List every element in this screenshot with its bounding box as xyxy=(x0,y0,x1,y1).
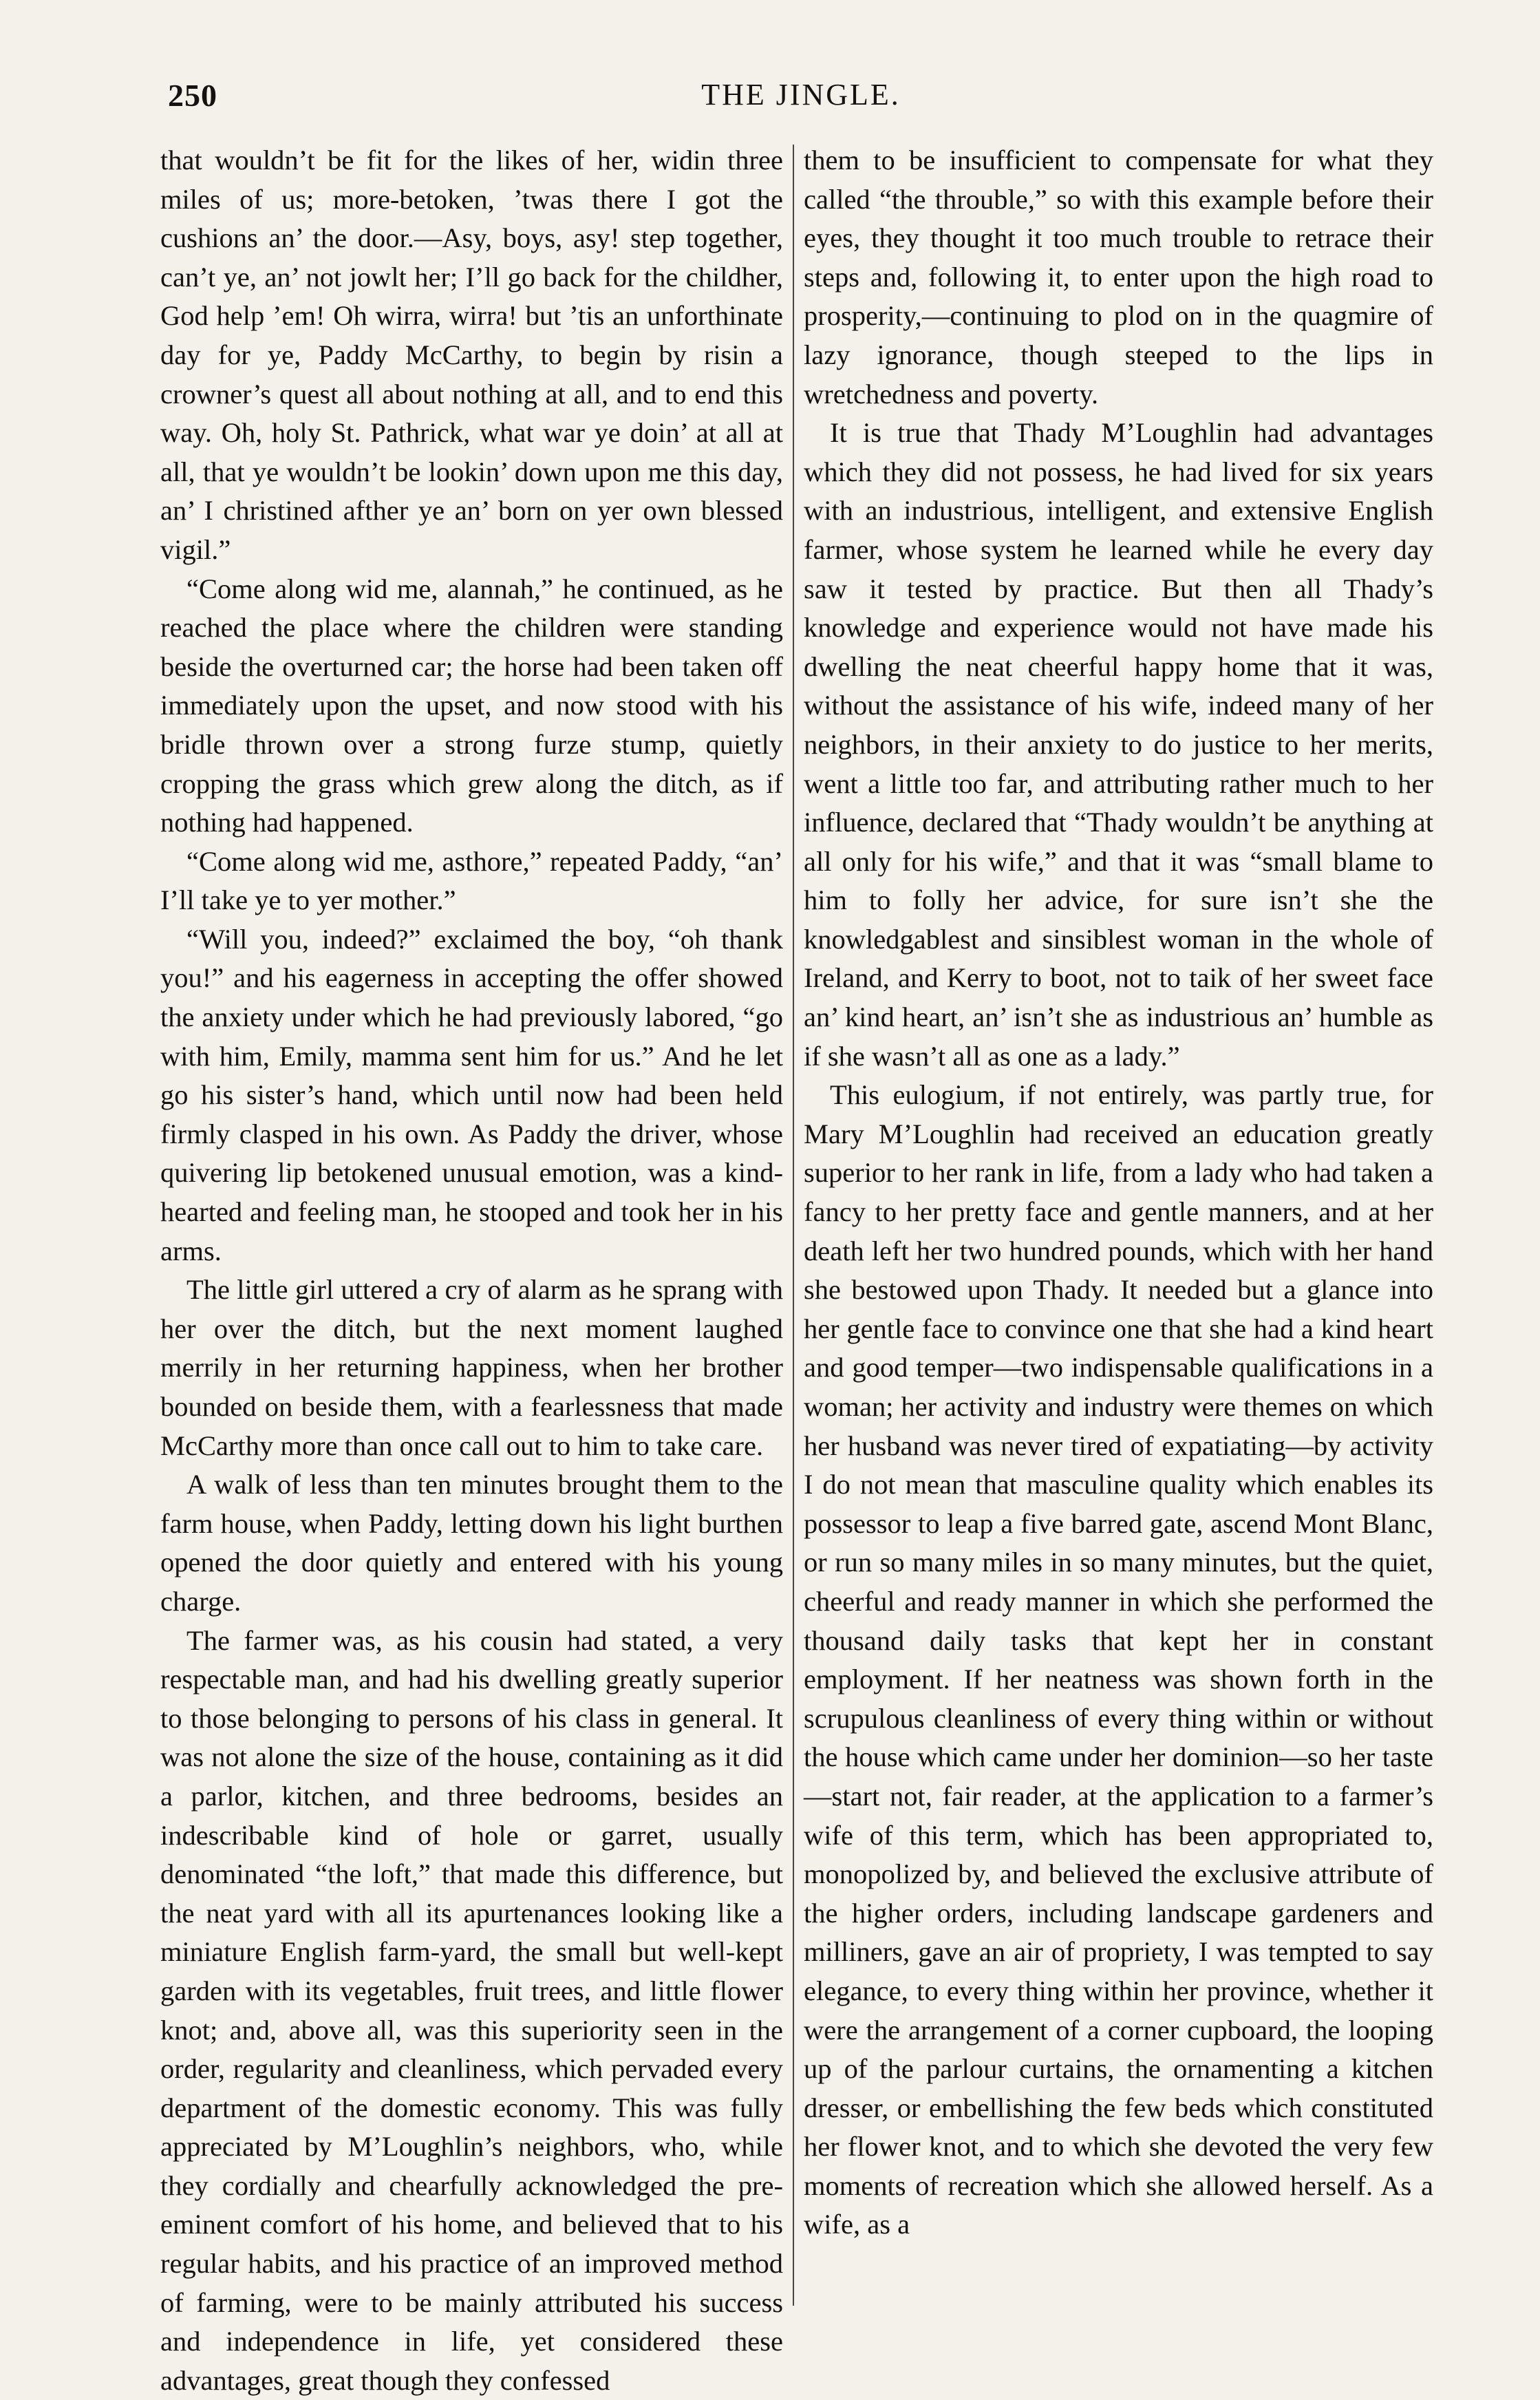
paragraph: The farmer was, as his cousin had stated, a very respectable man, and had his dwelling greatly superior to those belonging to persons of his class in general. It was not alone the size of the house, containing as it did a parlor, kitchen, and three bedrooms, besides an indescribable kind of hole or garret, usually denominated “the loft,” that made this difference, but the neat yard with all its apurtenances looking like a miniature English farm-yard, the small but well-kept garden with its vegetables, fruit trees, and little flower knot; and, above all, was this superiority seen in the order, regularity and cleanliness, which pervaded every department of the domestic economy. This was fully appreciated by M’Loughlin’s neighbors, who, while they cordially and chearfully acknowledged the pre-eminent comfort of his home, and believed that to his regular habits, and his practice of an improved method of farming, were to be mainly attributed his success and independence in life, yet considered these advantages, great though they confessed xyxy=(160,1624,783,2396)
right-column xyxy=(804,141,1433,2244)
paragraph: them to be insufficient to compensate for what they called “the throuble,” so with this example before their eyes, they thought it too much trouble to retrace their steps and, following it, to enter upon the high road to prosperity,—continuing to plod on in the quagmire of lazy ignorance, though steeped to the lips in wretchedness and poverty. xyxy=(804,145,1433,410)
paragraph: The little girl uttered a cry of alarm as he sprang with her over the ditch, but the next moment laughed merrily in her returning happiness, when her brother bounded on beside them, with a fearlessness that made McCarthy more than once call out to him to take care. xyxy=(160,1274,783,1461)
running-head xyxy=(168,77,1434,125)
left-column xyxy=(160,141,783,2400)
column-divider xyxy=(793,145,794,2306)
paragraph: “Come along wid me, asthore,” repeated Paddy, “an’ I’ll take ye to yer mother.” xyxy=(160,845,783,916)
paragraph: A walk of less than ten minutes brought them to the farm house, when Paddy, letting down his light burthen opened the door quietly and entered with his young charge. xyxy=(160,1469,783,1617)
paragraph: This eulogium, if not entirely, was partly true, for Mary M’Loughlin had received an education greatly superior to her rank in life, from a lady who had taken a fancy to her pretty face and gentle manners, and at her death left her two hundred pounds, which with her hand she bestowed upon Thady. It needed but a glance into her gentle face to convince one that she had a kind heart and good temper—two indispensable qualifications in a woman; her activity and industry were themes on which her husband was never tired of expatiating—by activity I do not mean that masculine quality which enables its possessor to leap a five barred gate, ascend Mont Blanc, or run so many miles in so many minutes, but the quiet, cheerful and ready manner in which she performed the thousand daily tasks that kept her in constant employment. If her neatness was shown forth in the scrupulous cleanliness of every thing within or without the house which came under her dominion—so her taste—start not, fair reader, at the application to a farmer’s wife of this term, which has been appropriated to, monopolized by, and believed the exclusive attribute of the higher orders, including landscape gardeners and milliners, gave an air of propriety, I was tempted to say elegance, to every thing within her province, whether it were the arrangement of a corner cupboard, the looping up of the parlour curtains, the ornamenting a kitchen dresser, or embellishing the few beds which constituted her flower knot, and to which she devoted the very few moments of recreation which she allowed herself. As a wife, as a xyxy=(804,1079,1433,2240)
paragraph: “Come along wid me, alannah,” he continued, as he reached the place where the children were standing beside the overturned car; the horse had been taken off immediately upon the upset, and now stood with his bridle thrown over a strong furze stump, quietly cropping the grass which grew along the ditch, as if nothing had happened. xyxy=(160,573,783,838)
paragraph: that wouldn’t be fit for the likes of her, widin three miles of us; more-betoken, ’twas there I got the cushions an’ the door.—Asy, boys, asy! step together, can’t ye, an’ not jowlt her; I’ll go back for the childher, God help ’em! Oh wirra, wirra! but ’tis an unforthinate day for ye, Paddy McCarthy, to begin by risin a crowner’s quest all about nothing at all, and to end this way. Oh, holy St. Pathrick, what war ye doin’ at all at all, that ye wouldn’t be lookin’ down upon me this day, an’ I christined afther ye an’ born on yer own blessed vigil.” xyxy=(160,145,783,565)
paragraph: It is true that Thady M’Loughlin had advantages which they did not possess, he had lived for six years with an industrious, intelligent, and extensive English farmer, whose system he learned while he every day saw it tested by practice. But then all Thady’s knowledge and experience would not have made his dwelling the neat cheerful happy home that it was, without the assistance of his wife, indeed many of her neighbors, in their anxiety to do justice to her merits, went a little too far, and attributing rather much to her influence, declared that “Thady wouldn’t be anything at all only for his wife,” and that it was “small blame to him to folly her advice, for sure isn’t she the knowledgablest and sinsiblest woman in the whole of Ireland, and Kerry to boot, not to taik of her sweet face an’ kind heart, an’ isn’t she as industrious an’ humble as if she wasn’t all as one as a lady.” xyxy=(804,417,1433,1072)
page-number: 250 xyxy=(168,78,217,113)
paragraph: “Will you, indeed?” exclaimed the boy, “oh thank you!” and his eagerness in accepting the offer showed the anxiety under which he had previously labored, “go with him, Emily, mamma sent him for us.” And he let go his sister’s hand, which until now had been held firmly clasped in his own. As Paddy the driver, whose quivering lip betokened unusual emotion, was a kind-hearted and feeling man, he stooped and took her in his arms. xyxy=(160,923,783,1266)
journal-title: THE JINGLE. xyxy=(701,78,901,111)
